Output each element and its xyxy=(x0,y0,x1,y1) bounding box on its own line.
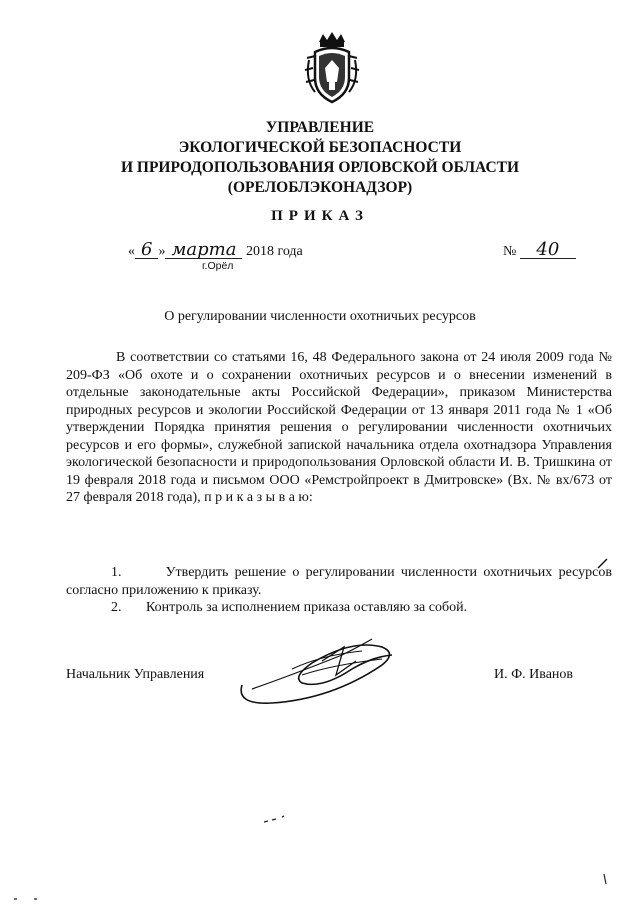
ink-mark xyxy=(262,814,292,826)
order-item xyxy=(66,564,612,599)
date-close-quote: » xyxy=(158,244,166,259)
ink-mark xyxy=(600,872,612,886)
ink-mark xyxy=(12,895,52,903)
header-line-4: (ОРЕЛОБЛЭКОНАДЗОР) xyxy=(227,179,413,196)
document-subject: О регулировании численности охотничьих ресурсов xyxy=(164,309,476,324)
date-month-handwritten: марта xyxy=(165,242,242,259)
document-date xyxy=(128,239,303,260)
signatory-name: И. Ф. Иванов xyxy=(494,667,574,682)
order-item xyxy=(66,599,612,617)
item-number: 2. xyxy=(111,600,122,615)
city-label: г.Орёл xyxy=(202,260,234,272)
header-line-3: И ПРИРОДОПОЛЬЗОВАНИЯ ОРЛОВСКОЙ ОБЛАСТИ xyxy=(120,159,520,176)
item-text: Контроль за исполнением приказа оставляю за собой. xyxy=(146,600,468,615)
preamble-paragraph: В соответствии со статьями 16, 48 Федерального закона от 24 июля 2009 года № 209-ФЗ «Об охоте и о сохранении охотничьих ресурсов и о внесении изменений в отдельные законодательные акты Российской Федерации», приказом Министерства природных ресурсов и экологии Российской Федерации от 13 января 2011 года № 1 «Об утверждении Порядка принятия решения о регулировании численности охотничьих ресурсов и его формы», служебной запиской начальника отдела охотнадзора Управления экологической безопасности и природопользования Орловской области И. В. Тришкина от 19 февраля 2018 года и письмом ООО «Ремстройпроект в Дмитровске» (Вх. № вх/673 от 27 февраля 2018 года), п р и к а з ы в а ю: xyxy=(66,350,612,505)
organization-header xyxy=(0,118,640,198)
item-text: Утвердить решение о регулировании численности охотничьих ресурсов согласно приложению к приказу. xyxy=(66,565,612,598)
date-day-handwritten: 6 xyxy=(135,242,158,259)
number-value-handwritten: 40 xyxy=(520,242,576,259)
number-label: № xyxy=(503,244,517,259)
handwritten-signature xyxy=(232,625,400,720)
signatory-position: Начальник Управления xyxy=(66,667,205,682)
header-line-1: УПРАВЛЕНИЕ xyxy=(265,119,375,136)
date-number-line xyxy=(0,238,640,278)
item-number: 1. xyxy=(111,565,122,580)
document-number xyxy=(503,239,576,260)
header-line-2: ЭКОЛОГИЧЕСКОЙ БЕЗОПАСНОСТИ xyxy=(178,139,462,156)
order-items xyxy=(66,564,612,617)
coat-of-arms-icon xyxy=(301,30,363,106)
document-type-title: ПРИКАЗ xyxy=(271,208,369,224)
ink-mark xyxy=(596,556,610,570)
date-open-quote: « xyxy=(128,244,135,259)
date-year: 2018 года xyxy=(245,244,303,259)
